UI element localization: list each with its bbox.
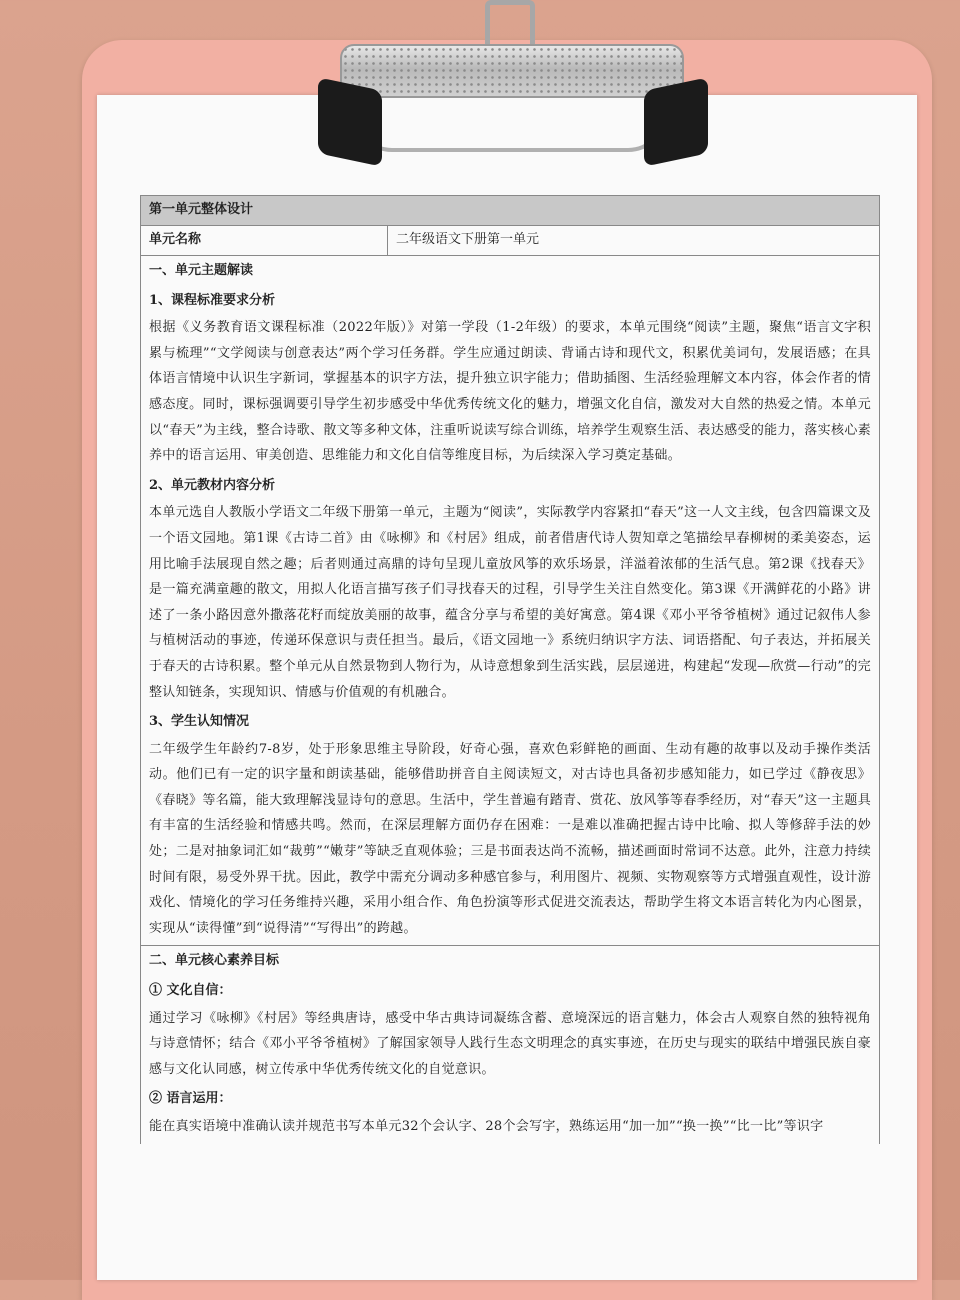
- section1-title: 一、单元主题解读: [149, 263, 254, 278]
- clip-hanger-ring: [485, 0, 535, 48]
- unit-name-value: 二年级语文下册第一单元: [396, 232, 540, 247]
- goal1-text: 通过学习《咏柳》《村居》等经典唐诗，感受中华古典诗词凝练含蓄、意境深远的语言魅力，体会古人观察自然的独特视角与诗意情怀；结合《邓小平爷爷植树》了解国家领导人践行生态文明理念的真实事迹，在历史与现实的联结中增强民族自豪感与文化认同感，树立传承中华优秀传统文化的自觉意识。: [149, 1010, 871, 1077]
- table-header: 第一单元整体设计: [140, 195, 880, 225]
- unit-name-label: 单元名称: [141, 226, 388, 255]
- clip-grip-right: [644, 77, 708, 167]
- goal2-text: 能在真实语境中准确认读并规范书写本单元32个会认字、28个会写字，熟练运用“加一加”“换一换”“比一比”等识字: [149, 1119, 824, 1134]
- goal2-title: ② 语言运用：: [149, 1091, 232, 1107]
- subsection2-text: 本单元选自人教版小学语文二年级下册第一单元，主题为“阅读”，实际教学内容紧扣“春天”这一人文主线，包含四篇课文及一个语文园地。第1课《古诗二首》由《咏柳》和《村居》组成，前者借唐代诗人贺知章之笔描绘早春柳树的柔美姿态，运用比喻手法展现自然之趣；后者则通过高鼎的诗句呈现儿童放风筝的欢乐场景，洋溢着浓郁的生活气息。第2课《找春天》是一篇充满童趣的散文，用拟人化语言描写孩子们寻找春天的过程，引导学生关注自然变化。第3课《开满鲜花的小路》讲述了一条小路因意外撒落花籽而绽放美丽的故事，蕴含分享与希望的美好寓意。第4课《邓小平爷爷植树》通过记叙伟人参与植树活动的事迹，传递环保意识与责任担当。最后，《语文园地一》系统归纳识字方法、词语搭配、句子表达，并拓展关于春天的古诗积累。整个单元从自然景物到人物行为，从诗意想象到生活实践，层层递进，构建起“发现—欣赏—行动”的完整认知链条，实现知识、情感与价值观的有机融合。: [149, 505, 871, 700]
- clip-plate: [340, 44, 684, 98]
- section-theme-interpretation: [140, 255, 880, 945]
- section-core-goals: [140, 945, 880, 1143]
- section2-title: 二、单元核心素养目标: [149, 953, 280, 969]
- unit-design-document: [140, 195, 880, 1144]
- subsection1-title: 1、课程标准要求分析: [149, 292, 276, 308]
- clip-grip-left: [318, 77, 382, 167]
- goal1-title: ① 文化自信：: [149, 983, 232, 999]
- subsection2-title: 2、单元教材内容分析: [149, 477, 276, 493]
- subsection3-title: 3、学生认知情况: [149, 714, 250, 730]
- subsection3-text: 二年级学生年龄约7-8岁，处于形象思维主导阶段，好奇心强，喜欢色彩鲜艳的画面、生动有趣的故事以及动手操作类活动。他们已有一定的识字量和朗读基础，能够借助拼音自主阅读短文，对古诗也具备初步感知能力，如已学过《静夜思》《春晓》等名篇，能大致理解浅显诗句的意思。生活中，学生普遍有踏青、赏花、放风筝等春季经历，对“春天”这一主题具有丰富的生活经验和情感共鸣。然而，在深层理解方面仍存在困难：一是难以准确把握古诗中比喻、拟人等修辞手法的妙处；二是对抽象词汇如“裁剪”“嫩芽”等缺乏直观体验；三是书面表达尚不流畅，描述画面时常词不达意。此外，注意力持续时间有限，易受外界干扰。因此，教学中需充分调动多种感官参与，利用图片、视频、实物观察等方式增强直观性，设计游戏化、情境化的学习任务维持兴趣，采用小组合作、角色扮演等形式促进交流表达，帮助学生将文本语言转化为内心图景，实现从“读得懂”到“说得清”“写得出”的跨越。: [149, 741, 871, 936]
- unit-name-row: [140, 225, 880, 255]
- subsection1-text: 根据《义务教育语文课程标准（2022年版）》对第一学段（1-2年级）的要求，本单元围绕“阅读”主题，聚焦“语言文字积累与梳理”“文学阅读与创意表达”两个学习任务群。学生应通过朗读、背诵古诗和现代文，积累优美词句，发展语感；在具体语言情境中认识生字新词，掌握基本的识字方法，提升独立识字能力；借助插图、生活经验理解文本内容，体会作者的情感态度。同时，课标强调要引导学生初步感受中华优秀传统文化的魅力，增强文化自信，激发对大自然的热爱之情。本单元以“春天”为主线，整合诗歌、散文等多种文体，注重听说读写综合训练，培养学生观察生活、表达感受的能力，落实核心素养中的语言运用、审美创造、思维能力和文化自信等维度目标，为后续深入学习奠定基础。: [149, 320, 871, 464]
